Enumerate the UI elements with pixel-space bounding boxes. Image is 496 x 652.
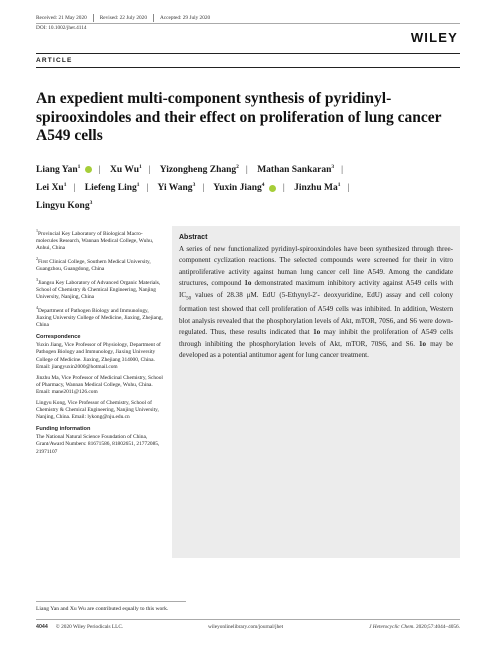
- article-top-rule: [36, 53, 460, 54]
- author[interactable]: Jinzhu Ma$^1$: [294, 182, 341, 194]
- page-number: 4044: [36, 624, 48, 630]
- correspondence-entry: Jinzhu Ma, Vice Professor of Medicinal Chemistry, School of Pharmacy, Wannan Medical College, Wuhu, China. Email: mane2011@126.com: [36, 374, 163, 395]
- abstract-box: [172, 226, 460, 558]
- article-type-label: ARTICLE: [36, 57, 73, 64]
- author[interactable]: Liefeng Ling$^1$: [84, 182, 140, 194]
- footnote-divider: [36, 601, 186, 602]
- compound-label: 1o: [419, 339, 427, 348]
- header-divider: [36, 23, 460, 24]
- date-separator: [93, 14, 94, 22]
- doi[interactable]: DOI: 10.1002/jhet.4114: [36, 25, 87, 31]
- accepted-date: Accepted: 29 July 2020: [159, 15, 211, 22]
- orcid-icon[interactable]: [85, 166, 92, 173]
- funding-text: The National Natural Science Foundation of China, Grant/Award Numbers: 81671586, 81802651, 21772085, 21971107: [36, 434, 160, 455]
- compound-label: 1o: [313, 328, 321, 337]
- copyright: © 2020 Wiley Periodicals LLC.: [55, 624, 124, 630]
- publisher-logo: WILEY: [410, 30, 458, 45]
- author[interactable]: Xu Wu$^1$: [110, 164, 142, 176]
- author[interactable]: Lingyu Kong$^3$: [36, 200, 93, 212]
- article-bottom-rule: [36, 67, 460, 68]
- footer-left: [36, 624, 123, 630]
- author[interactable]: Yi Wang$^3$: [157, 182, 196, 194]
- correspondence-entry: Yuxin Jiang, Vice Professor of Physiology, Department of Pathogen Biology and Immunology, Jiaxing University College of Medicine. Jiaxing, Zhejiang 314000, China. Email: jiangyuxin2000@hotmail.com: [36, 342, 161, 370]
- affiliations-column: [36, 227, 164, 460]
- citation: J Heterocyclic Chem. 2020;57:4044–4056.: [369, 624, 460, 630]
- date-separator: [153, 14, 154, 22]
- funding-heading: Funding information: [36, 426, 91, 433]
- author[interactable]: Mathan Sankaran$^3$: [257, 164, 335, 176]
- author[interactable]: Yuxin Jiang$^4$: [213, 183, 276, 193]
- affiliation: $^3$Jiangsu Key Laboratory of Advanced Organic Materials, School of Chemistry & Chemical Engineering, Nanjing University, Nanjing, China: [36, 277, 161, 301]
- affiliation: $^2$First Clinical College, Southern Medical University, Guangzhou, Guangdong, China: [36, 256, 151, 272]
- affiliation: $^1$Provincial Key Laboratory of Biological Macro-molecules Research, Wannan Medical College, Wuhu, Anhui, China: [36, 228, 154, 251]
- orcid-icon[interactable]: [269, 185, 276, 192]
- footnote: Liang Yan and Xu Wu are contributed equally to this work.: [36, 606, 169, 612]
- article-title: An expedient multi-component synthesis of pyridinyl-spirooxindoles and their effect on proliferation of lung cancer A549 cells: [36, 90, 442, 144]
- compound-label: 1o: [244, 279, 252, 288]
- affiliation: $^4$Department of Pathogen Biology and Immunology, Jiaxing University College of Medicine, Jiaxing, Zhejiang, China: [36, 305, 163, 329]
- article-dates: [36, 14, 210, 22]
- received-date: Received: 21 May 2020: [36, 15, 87, 22]
- abstract-heading: Abstract: [179, 234, 208, 241]
- author[interactable]: Liang Yan$^1$: [36, 165, 92, 175]
- correspondence-entry: Lingyu Kong, Vice Professor of Chemistry, School of Chemistry & Chemical Engineering, Nanjing University, Nanjing, China. Email: lykong@nju.edu.cn: [36, 399, 159, 421]
- author-list: Liang Yan$^1$ | Xu Wu$^1$ | Yizongheng Zhang$^2$ | Mathan Sankaran$^3$ | Lei Xu$^1$ | Liefeng Ling$^1$ | Yi Wang$^3$ | Yuxin Jiang$^4$ | Jinzhu Ma$^1$ | Lingyu Kong$^3$: [36, 164, 350, 212]
- revised-date: Revised: 22 July 2020: [99, 15, 147, 22]
- footer-divider: [36, 619, 460, 620]
- correspondence-heading: Correspondence: [36, 334, 81, 341]
- author[interactable]: Lei Xu$^1$: [36, 182, 67, 194]
- journal-url[interactable]: wileyonlinelibrary.com/journal/jhet: [208, 624, 284, 630]
- abstract-text: A series of new functionalized pyridinyl-spirooxindoles have been synthesized through three-component cyclization reactions. The selected compounds were screened for their in vitro antiproliferative activity against human lung cancer cell line A549. Among the candidate structures, compound 1o demonstrated maximum inhibitory activity against A549 cells with $IC_{50}$ values of 28.38 μM. EdU (5-Ethynyl-2′- deoxyuridine, EdU) assay and cell colony formation test showed that cell proliferation of A549 cells was inhibited. In addition, Western blot analysis revealed that the phosphorylation levels of Akt, mTOR, 70S6, and S6 were down-regulated. Thus, these results indicated that 1o may inhibit the proliferation of A549 cells through inhibiting the phosphorylation levels of Akt, mTOR, 70S6, and S6. 1o may be developed as a potential antitumor agent for lung cancer treatment.: [179, 245, 453, 360]
- author[interactable]: Yizongheng Zhang$^2$: [159, 164, 239, 176]
